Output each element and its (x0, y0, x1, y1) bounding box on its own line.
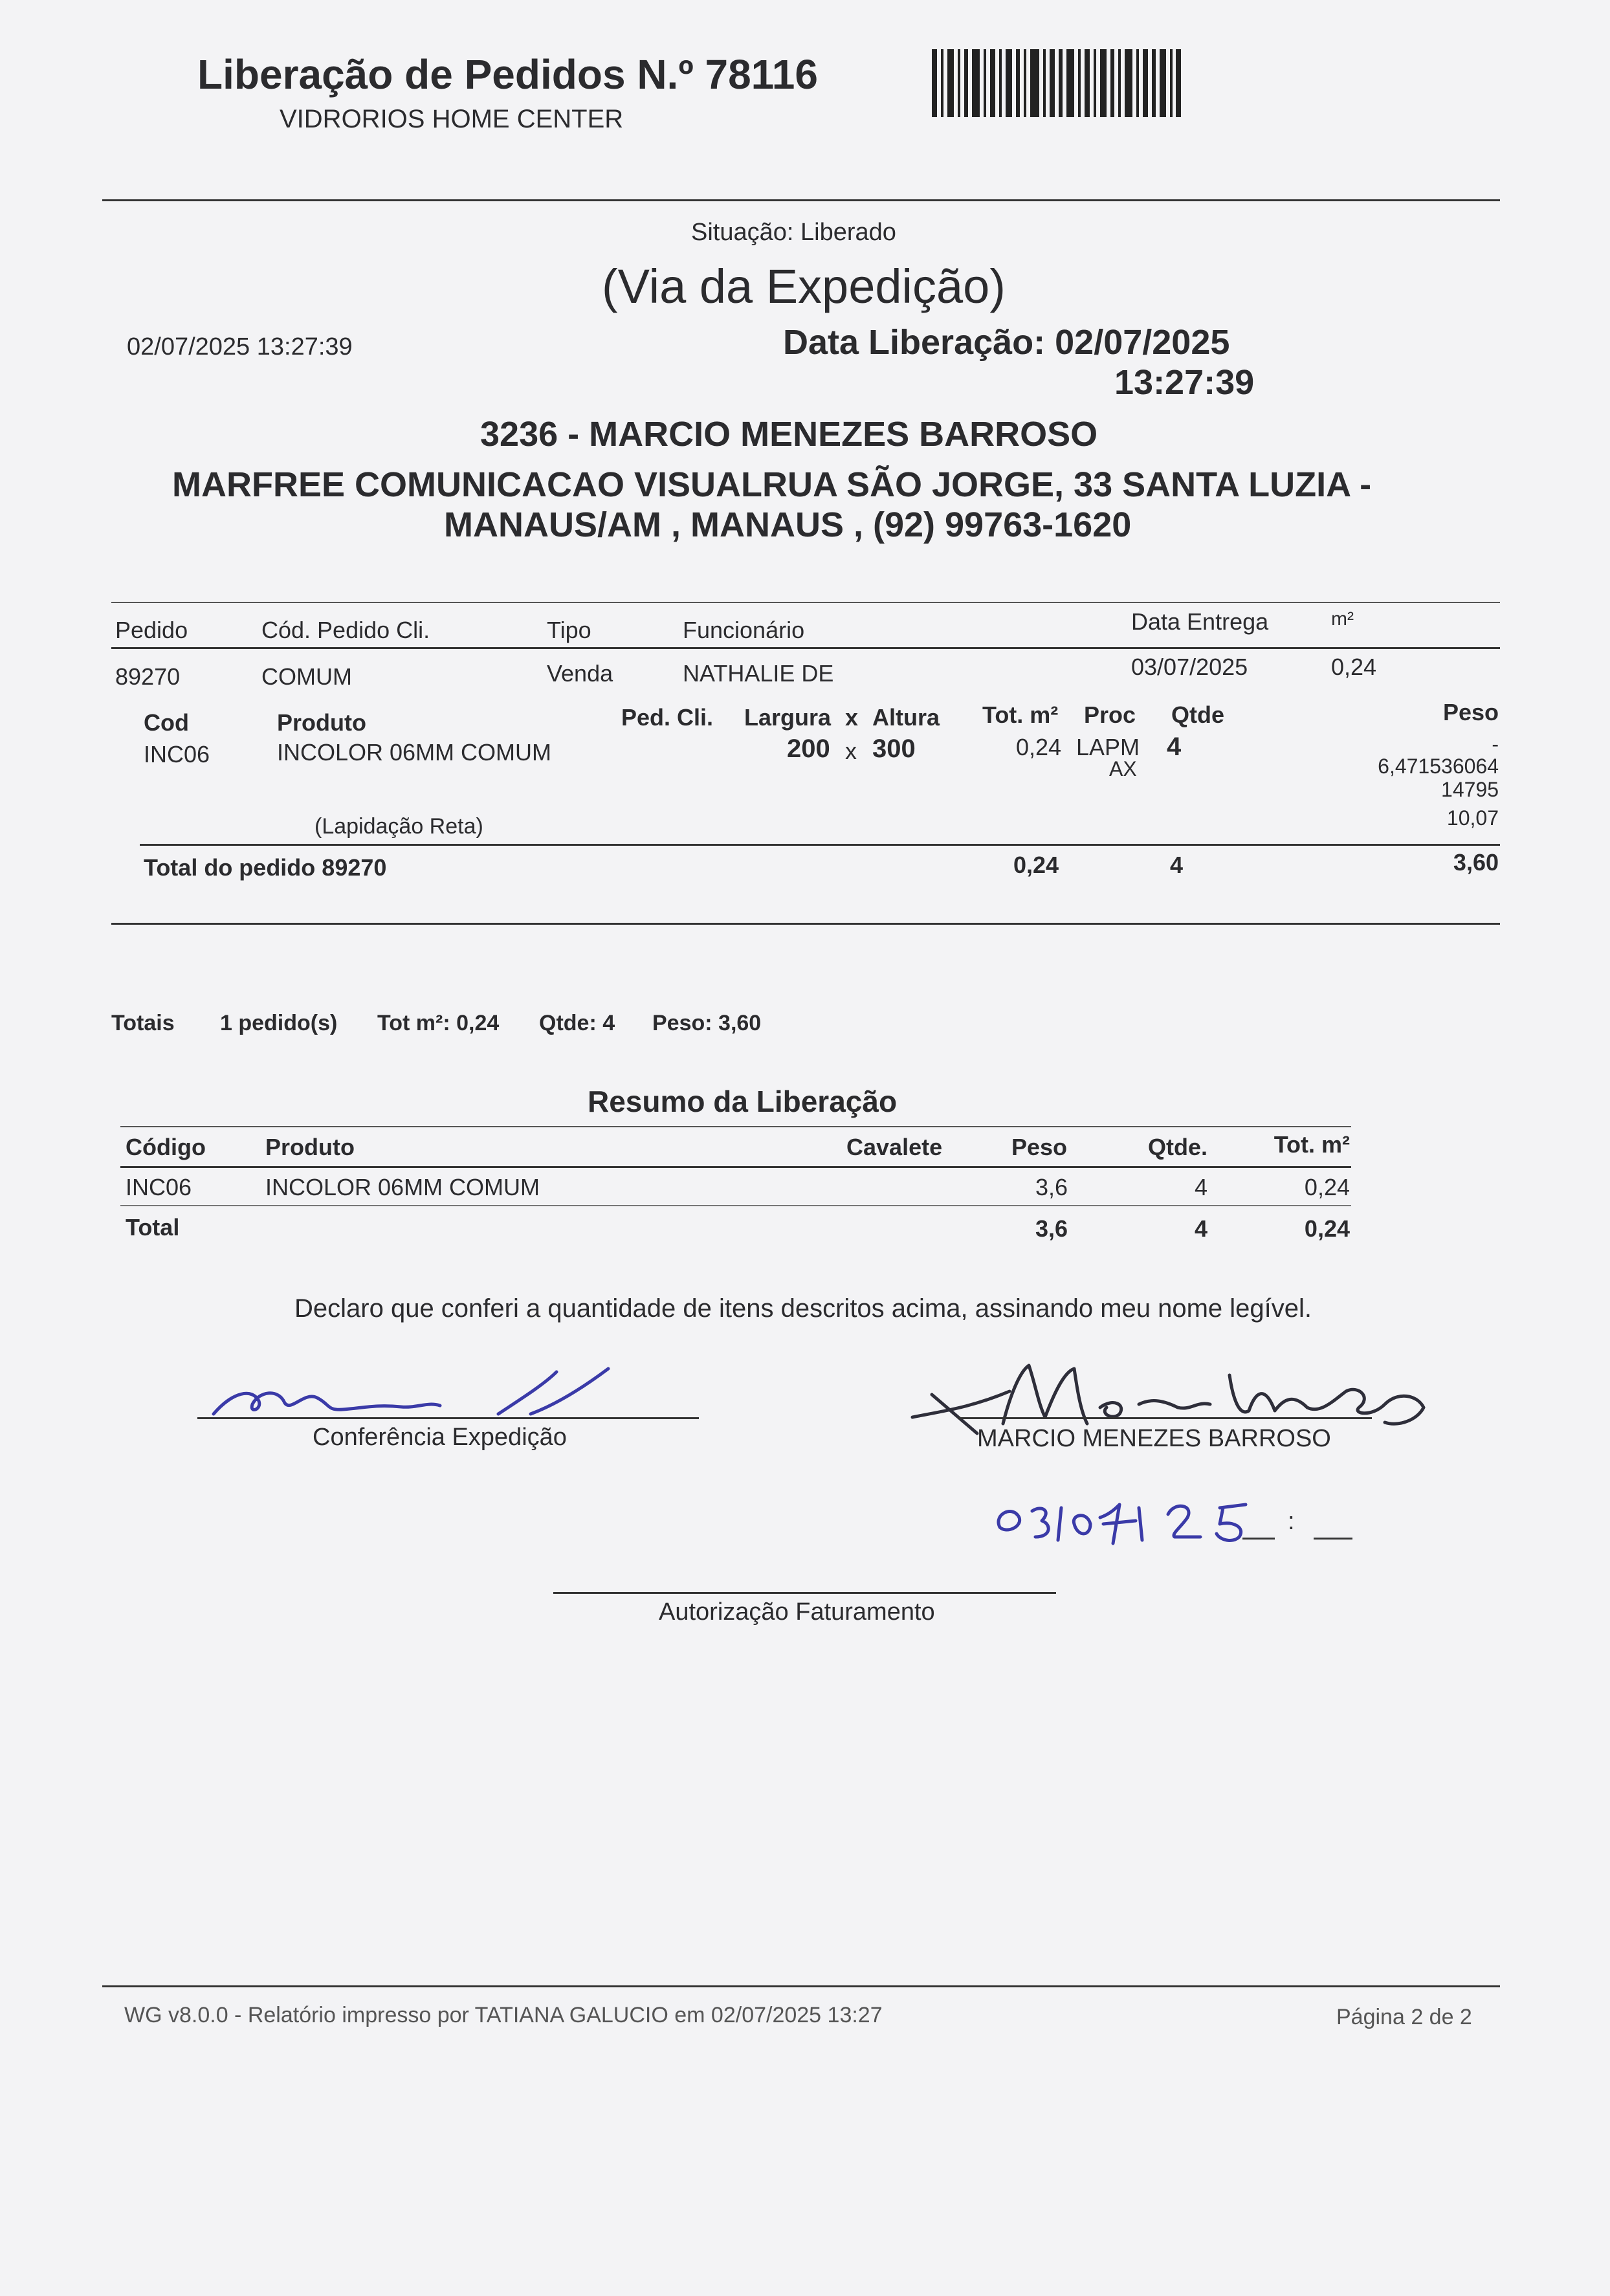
total-pedido-label: Total do pedido 89270 (144, 854, 387, 881)
resumo-col-peso: Peso (1011, 1134, 1068, 1160)
resumo-header-line (120, 1166, 1351, 1168)
col-m2: m² (1331, 608, 1354, 630)
resumo-total-label: Total (126, 1214, 180, 1241)
totais-tot-m2: Tot m²: 0,24 (377, 1011, 500, 1035)
header-divider (102, 199, 1500, 201)
item-largura: 200 (787, 734, 830, 763)
item-peso-line3: 14795 (1441, 778, 1499, 801)
items-bottom-divider (111, 923, 1500, 925)
col-tipo: Tipo (547, 617, 591, 643)
conferencia-line (197, 1417, 699, 1419)
cliente-label: MARCIO MENEZES BARROSO (977, 1425, 1331, 1452)
resumo-top-line (120, 1126, 1351, 1127)
col-peso: Peso (1442, 699, 1499, 725)
col-ped-cli: Ped. Cli. (621, 704, 714, 731)
item-tot-m2: 0,24 (1016, 734, 1062, 760)
client-address-line2: MANAUS/AM , MANAUS , (92) 99763-1620 (444, 505, 1132, 544)
company-name: VIDRORIOS HOME CENTER (280, 105, 624, 133)
declaration-text: Declaro que conferi a quantidade de itens descritos acima, assinando meu nome legível. (294, 1294, 1312, 1323)
client-name: 3236 - MARCIO MENEZES BARROSO (480, 415, 1098, 454)
col-qtde: Qtde (1171, 701, 1225, 728)
resumo-row-peso: 3,6 (1035, 1174, 1068, 1200)
item-note: (Lapidação Reta) (314, 814, 483, 839)
resumo-total-peso: 3,6 (1035, 1215, 1068, 1242)
col-cod-pedido-cli: Cód. Pedido Cli. (261, 617, 430, 643)
time-underline (1314, 1538, 1352, 1540)
conferencia-label: Conferência Expedição (313, 1424, 567, 1451)
date-underline (1242, 1538, 1275, 1540)
data-liberacao-time: 13:27:39 (1114, 363, 1255, 402)
items-total-divider (140, 844, 1500, 846)
col-pedido: Pedido (115, 617, 188, 643)
order-m2: 0,24 (1331, 654, 1377, 680)
situacao: Situação: Liberado (691, 219, 896, 246)
resumo-row-produto: INCOLOR 06MM COMUM (265, 1174, 540, 1200)
col-produto: Produto (277, 709, 366, 736)
item-peso-line2: 6,471536064 (1378, 755, 1499, 778)
autorizacao-line (553, 1592, 1056, 1594)
col-cod: Cod (144, 709, 189, 736)
col-data-entrega: Data Entrega (1131, 608, 1269, 635)
order-table-top (111, 602, 1500, 603)
footer-page-number: Página 2 de 2 (1336, 2005, 1472, 2029)
col-x: x (845, 704, 859, 731)
autorizacao-label: Autorização Faturamento (659, 1598, 935, 1626)
order-funcionario: NATHALIE DE (683, 660, 834, 687)
total-pedido-qtde: 4 (1170, 852, 1184, 878)
resumo-total-qtde: 4 (1194, 1215, 1208, 1242)
client-address-line1: MARFREE COMUNICACAO VISUALRUA SÃO JORGE, 33 SANTA LUZIA - (172, 465, 1372, 504)
resumo-col-qtde: Qtde. (1147, 1134, 1208, 1160)
totais-qtde: Qtde: 4 (539, 1011, 615, 1035)
resumo-row-tot-m2: 0,24 (1304, 1174, 1350, 1200)
total-pedido-peso: 3,60 (1453, 849, 1499, 876)
col-altura: Altura (872, 704, 940, 731)
resumo-col-codigo: Código (126, 1134, 206, 1160)
order-data-entrega: 03/07/2025 (1131, 654, 1248, 680)
item-peso-line1: - (1492, 733, 1499, 756)
item-proc-line2: AX (1109, 757, 1137, 780)
cliente-line (958, 1417, 1372, 1419)
totais-peso: Peso: 3,60 (652, 1011, 762, 1035)
footer-divider (102, 1985, 1500, 1987)
footer-printed-by: WG v8.0.0 - Relatório impresso por TATIANA GALUCIO em 02/07/2025 13:27 (124, 2003, 883, 2027)
resumo-title: Resumo da Liberação (588, 1085, 898, 1118)
order-pedido: 89270 (115, 663, 181, 690)
order-tipo: Venda (547, 660, 613, 687)
resumo-row-line (120, 1205, 1351, 1206)
col-funcionario: Funcionário (683, 617, 805, 643)
resumo-col-cavalete: Cavalete (846, 1134, 943, 1160)
resumo-row-qtde: 4 (1194, 1174, 1208, 1200)
item-peso-line4: 10,07 (1446, 806, 1499, 830)
totais-label: Totais (111, 1011, 175, 1035)
resumo-col-tot-m2: Tot. m² (1274, 1131, 1350, 1158)
conferencia-signature-graphic (194, 1352, 634, 1424)
item-qtde: 4 (1167, 733, 1182, 761)
item-x: x (845, 738, 857, 764)
col-largura: Largura (744, 704, 832, 731)
conferencia-signature (194, 1352, 634, 1424)
resumo-total-tot-m2: 0,24 (1304, 1215, 1350, 1242)
item-proc-line1: LAPM (1076, 734, 1140, 760)
col-tot-m2: Tot. m² (982, 701, 1059, 728)
resumo-col-produto: Produto (265, 1134, 355, 1160)
item-cod: INC06 (144, 741, 210, 767)
item-altura: 300 (872, 734, 916, 763)
print-datetime: 02/07/2025 13:27:39 (127, 333, 353, 360)
item-produto: INCOLOR 06MM COMUM (277, 739, 552, 766)
total-pedido-tot-m2: 0,24 (1013, 852, 1059, 878)
totais-pedidos: 1 pedido(s) (220, 1011, 338, 1035)
barcode (932, 49, 1181, 117)
document-title: Liberação de Pedidos N.º 78116 (197, 51, 818, 98)
order-cod-pedido-cli: COMUM (261, 663, 352, 690)
via-label: (Via da Expedição) (602, 259, 1006, 313)
time-placeholder: : (1288, 1508, 1295, 1535)
order-table-mid (111, 647, 1500, 649)
col-proc: Proc (1084, 701, 1136, 728)
barcode-graphic (932, 49, 1181, 117)
data-liberacao: Data Liberação: 02/07/2025 (783, 323, 1230, 362)
resumo-row-codigo: INC06 (126, 1174, 192, 1200)
